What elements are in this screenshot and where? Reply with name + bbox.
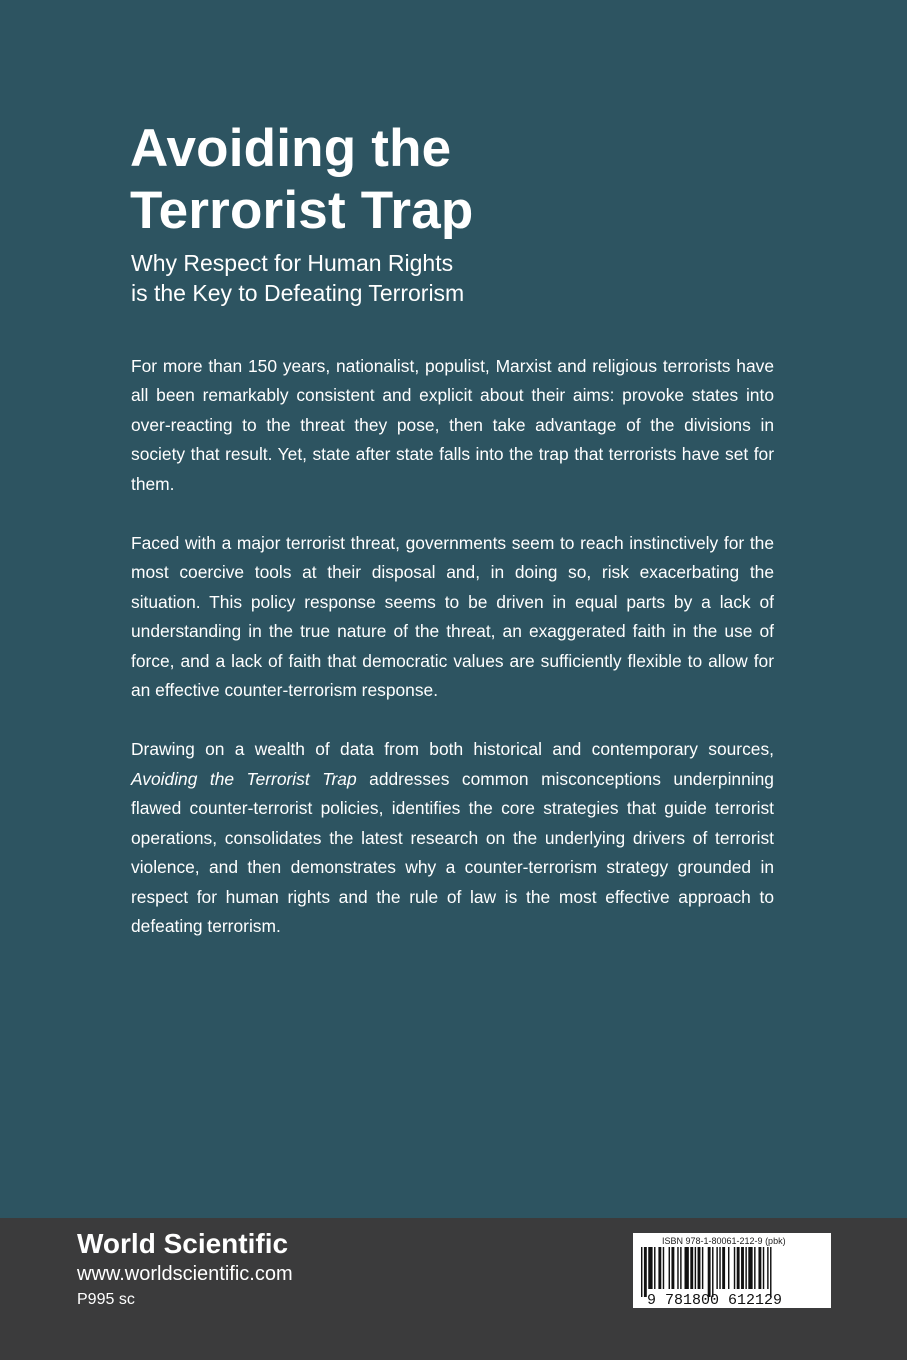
book-subtitle xyxy=(131,248,811,308)
subtitle-line-1: Why Respect for Human Rights xyxy=(131,250,454,276)
blurb-p3-title: Avoiding the Terrorist Trap xyxy=(131,768,357,789)
barcode-bar xyxy=(737,1247,740,1289)
barcode-bar xyxy=(741,1247,744,1289)
barcode xyxy=(633,1233,831,1308)
title-line-1: Avoiding the xyxy=(130,119,452,178)
barcode-bar xyxy=(748,1247,752,1289)
barcode-bar xyxy=(685,1247,689,1289)
barcode-icon xyxy=(633,1233,831,1308)
blurb-paragraph-3 xyxy=(131,735,774,941)
blurb-paragraph-1: For more than 150 years, nationalist, populist, Marxist and religious terrorists have all been remarkably consistent and explicit about their aims: provoke states into over-reacting to the threat they pose, then take advantage of the divisions in society that result. Yet, state after state falls into the trap that terrorists have set for them. xyxy=(131,356,774,494)
barcode-bar xyxy=(680,1247,681,1289)
barcode-bar xyxy=(770,1247,771,1297)
blurb-p3-start: Drawing on a wealth of data from both historical and contemporary sources, xyxy=(131,739,774,760)
barcode-bar xyxy=(698,1247,701,1289)
barcode-bar xyxy=(745,1247,746,1289)
barcode-bar xyxy=(763,1247,764,1289)
barcode-bar xyxy=(722,1247,725,1289)
barcode-bar xyxy=(754,1247,755,1289)
publisher-website: www.worldscientific.com xyxy=(77,1263,293,1285)
barcode-bar xyxy=(708,1247,711,1297)
barcode-bar xyxy=(712,1247,713,1297)
barcode-bar xyxy=(690,1247,693,1289)
barcode-bar xyxy=(702,1247,703,1289)
barcode-bar xyxy=(663,1247,664,1289)
barcode-bar xyxy=(719,1247,720,1289)
blurb xyxy=(131,352,774,971)
barcode-bar xyxy=(728,1247,729,1289)
barcode-bar xyxy=(658,1247,661,1289)
barcode-bar xyxy=(669,1247,670,1289)
barcode-bar xyxy=(648,1247,652,1289)
blurb-p3-end: addresses common misconceptions underpinning flawed counter-terrorist policies, identifies the core strategies that guide terrorist operations, consolidates the latest research on the underlying drivers of terrorist violence, and then demonstrates why a counter-terrorism strategy grounded in respect for human rights and the rule of law is the most effective approach to defeating terrorism. xyxy=(131,768,774,936)
barcode-bar xyxy=(767,1247,768,1289)
barcode-bar xyxy=(641,1247,642,1297)
blurb-paragraph-2: Faced with a major terrorist threat, governments seem to reach instinctively for the most coercive tools at their disposal and, in doing so, risk exacerbating the situation. This policy response seems to be driven in equal parts by a lack of understanding in the true nature of the threat, an exaggerated faith in the use of force, and a lack of faith that democratic values are sufficiently flexible to allow for an effective counter-terrorism response. xyxy=(131,533,774,701)
product-code: P995 sc xyxy=(77,1291,135,1308)
book-title xyxy=(130,118,810,242)
barcode-number: 9 781800 612129 xyxy=(647,1292,783,1308)
barcode-bar xyxy=(677,1247,678,1289)
barcode-bar xyxy=(695,1247,696,1289)
subtitle-line-2: is the Key to Defeating Terrorism xyxy=(131,280,465,306)
barcode-bar xyxy=(671,1247,674,1289)
barcode-bar xyxy=(734,1247,735,1289)
barcode-bar xyxy=(654,1247,655,1289)
title-line-2: Terrorist Trap xyxy=(130,181,474,240)
barcode-bar xyxy=(716,1247,717,1289)
publisher-name: World Scientific xyxy=(77,1228,289,1259)
isbn-label: ISBN 978-1-80061-212-9 (pbk) xyxy=(662,1236,786,1246)
barcode-bar xyxy=(758,1247,761,1289)
barcode-bar xyxy=(644,1247,647,1297)
